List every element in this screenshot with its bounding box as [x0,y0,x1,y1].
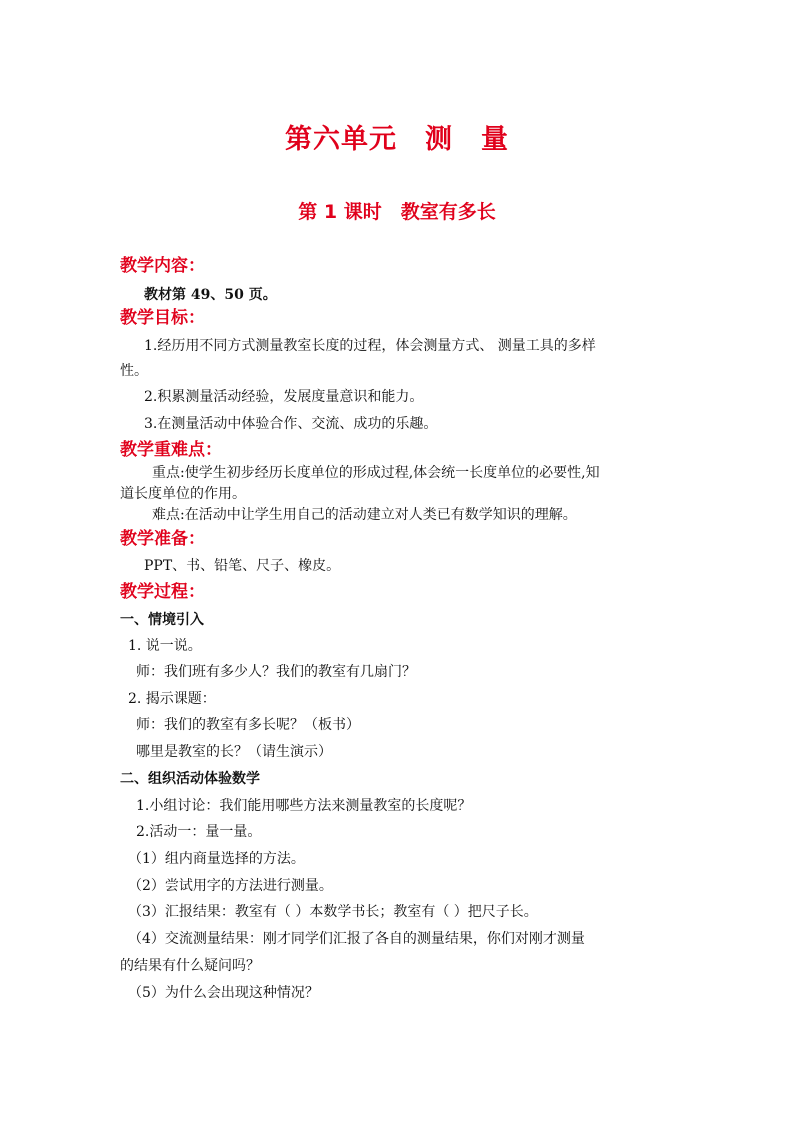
goal-line: 性。 [120,363,148,379]
keypoint-line: 难点:在活动中让学生用自己的活动建立对人类已有数学知识的理解。 [152,507,577,523]
keypoint-line: 重点:使学生初步经历长度单位的形成过程,体会统一长度单位的必要性,知 [152,465,600,481]
section-keypoints-heading: 教学重难点： [120,440,222,460]
goal-line: 2.积累测量活动经验，发展度量意识和能力。 [144,389,424,405]
process-line: 师：我们班有多少人？我们的教室有几扇门？ [136,664,416,680]
process-line: （2）尝试用字的方法进行测量。 [128,878,333,894]
process-line: 哪里是教室的长？（请生演示） [136,744,332,760]
process-part1-heading: 一、情境引入 [120,612,204,628]
process-line: 师：我们的教室有多长呢？（板书） [136,717,360,733]
section-prep-heading: 教学准备： [120,529,205,549]
content-text: 教材第 49、50 页。 [144,287,277,303]
keypoint-line: 道长度单位的作用。 [120,486,246,502]
goal-line: 3.在测量活动中体验合作、交流、成功的乐趣。 [144,416,438,432]
page-title: 第六单元 测 量 [285,124,509,155]
process-line: （3）汇报结果：教室有（ ）本数学书长；教室有（ ）把尺子长。 [128,904,538,920]
process-line: 1.小组讨论：我们能用哪些方法来测量教室的长度呢？ [136,798,472,814]
lesson-title: 第 1 课时 教室有多长 [298,201,496,223]
process-line: （4）交流测量结果：刚才同学们汇报了各自的测量结果，你们对刚才测量 [128,931,585,947]
process-line: 2.活动一：量一量。 [136,824,262,840]
process-part2-heading: 二、组织活动体验数学 [120,771,260,787]
goal-line: 1.经历用不同方式测量教室长度的过程，体会测量方式、 测量工具的多样 [144,338,596,354]
process-line: （1）组内商量选择的方法。 [128,851,305,867]
section-process-heading: 教学过程： [120,582,205,602]
prep-text: PPT、书、铅笔、尺子、橡皮。 [144,558,341,574]
process-line: （5）为什么会出现这种情况？ [128,985,319,1001]
section-content-heading: 教学内容： [120,256,205,276]
section-goals-heading: 教学目标： [120,308,205,328]
process-line: 1. 说一说。 [128,638,202,654]
process-line: 2. 揭示课题： [128,691,216,707]
process-line: 的结果有什么疑问吗？ [120,958,260,974]
